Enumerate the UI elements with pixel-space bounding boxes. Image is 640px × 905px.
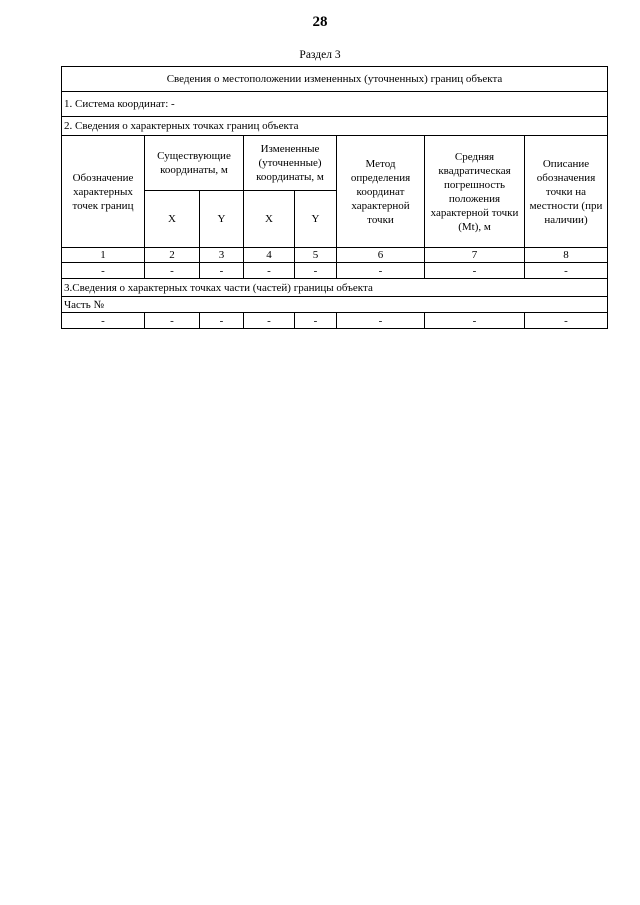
header-description: Описание обозначения точки на местности (при наличии) (525, 136, 608, 248)
page-number: 28 (312, 14, 328, 30)
table-cell: - (525, 313, 608, 329)
column-number: 4 (244, 248, 295, 263)
points-section-title: 2. Сведения о характерных точках границ объекта (62, 117, 608, 136)
part-number-label: Часть № (62, 297, 608, 313)
column-number: 3 (200, 248, 244, 263)
table-cell: - (145, 263, 200, 279)
table-row (62, 263, 608, 279)
table-cell: - (337, 263, 425, 279)
column-number: 2 (145, 248, 200, 263)
column-number: 5 (295, 248, 337, 263)
table-cell: - (425, 263, 525, 279)
column-number-row (62, 248, 608, 263)
section-label: Раздел 3 (299, 49, 341, 61)
column-number: 1 (62, 248, 145, 263)
table-cell: - (295, 313, 337, 329)
table-cell: - (295, 263, 337, 279)
header-method: Метод определения координат характерной точки (337, 136, 425, 248)
table-title: Сведения о местоположении измененных (уточненных) границ объекта (62, 67, 608, 92)
table-row (62, 313, 608, 329)
header-existing-x: X (145, 191, 200, 248)
header-existing-y: Y (200, 191, 244, 248)
table-cell: - (62, 263, 145, 279)
column-number: 7 (425, 248, 525, 263)
table-cell: - (145, 313, 200, 329)
column-number: 8 (525, 248, 608, 263)
table-cell: - (337, 313, 425, 329)
header-changed-x: X (244, 191, 295, 248)
table-cell: - (244, 263, 295, 279)
table-cell: - (62, 313, 145, 329)
boundary-table (61, 66, 608, 329)
parts-section-title: 3.Сведения о характерных точках части (частей) границы объекта (62, 279, 608, 297)
header-error: Средняя квадратическая погрешность положения характерной точки (Mt), м (425, 136, 525, 248)
header-designation: Обозначение характерных точек границ (62, 136, 145, 248)
table-cell: - (244, 313, 295, 329)
table-cell: - (200, 313, 244, 329)
coord-system-row: 1. Система координат: - (62, 92, 608, 117)
header-existing-coords: Существующие координаты, м (145, 136, 244, 191)
table-cell: - (425, 313, 525, 329)
header-changed-y: Y (295, 191, 337, 248)
column-number: 6 (337, 248, 425, 263)
table-cell: - (525, 263, 608, 279)
table-cell: - (200, 263, 244, 279)
header-changed-coords: Измененные (уточненные) координаты, м (244, 136, 337, 191)
